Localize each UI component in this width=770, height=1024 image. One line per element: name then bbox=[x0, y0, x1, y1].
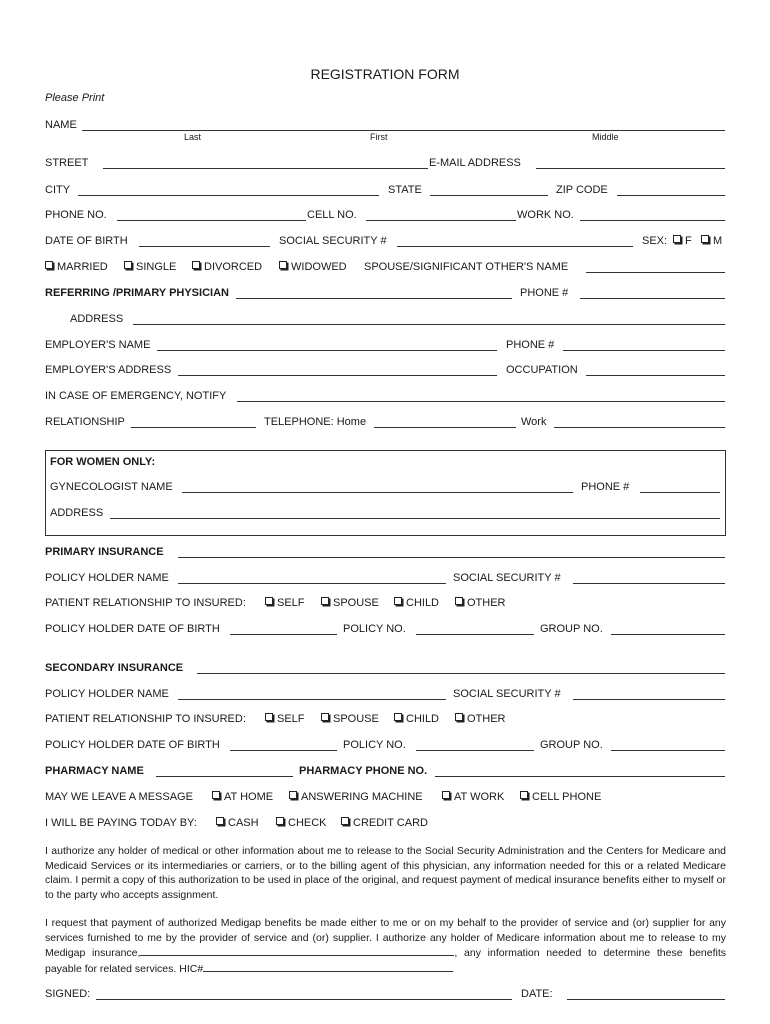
state-label: STATE bbox=[388, 184, 422, 196]
sex-male-checkbox[interactable] bbox=[701, 235, 722, 248]
medigap-text-1: I request that payment of authorized Medigap benefits be made either to me or on my behalf to the provider of service and (or) supplier for any services furnished to me by the provider of service and (or) supplier. I authorize any holder of Medicare information about me to release to my Medigap insurance, bbox=[45, 917, 726, 959]
primary-policy-field[interactable] bbox=[416, 634, 534, 635]
email-label: E-MAIL ADDRESS bbox=[429, 157, 521, 169]
primary-other-checkbox[interactable] bbox=[455, 597, 506, 610]
gynecologist-phone-field[interactable] bbox=[640, 492, 720, 493]
emergency-field[interactable] bbox=[237, 401, 725, 402]
sex-female-checkbox[interactable] bbox=[673, 235, 692, 248]
payment-cash-checkbox[interactable] bbox=[216, 817, 259, 830]
street-label: STREET bbox=[45, 157, 89, 169]
checkbox-icon bbox=[673, 235, 681, 243]
married-label: MARRIED bbox=[57, 261, 108, 273]
emergency-label: IN CASE OF EMERGENCY, NOTIFY bbox=[45, 390, 227, 402]
primary-dob-label: POLICY HOLDER DATE OF BIRTH bbox=[45, 623, 220, 635]
secondary-spouse-checkbox[interactable] bbox=[321, 713, 379, 726]
message-work-checkbox[interactable] bbox=[442, 791, 504, 804]
checkbox-icon bbox=[265, 713, 273, 721]
divorced-label: DIVORCED bbox=[204, 261, 263, 273]
message-cell-label: CELL PHONE bbox=[532, 791, 602, 803]
sex-label: SEX: bbox=[642, 235, 668, 247]
checkbox-icon bbox=[279, 261, 287, 269]
single-label: SINGLE bbox=[136, 261, 177, 273]
ssn-label: SOCIAL SECURITY # bbox=[279, 235, 387, 247]
secondary-group-field[interactable] bbox=[611, 750, 725, 751]
single-checkbox[interactable] bbox=[124, 261, 176, 274]
ssn-field[interactable] bbox=[397, 246, 633, 247]
primary-self-checkbox[interactable] bbox=[265, 597, 305, 610]
relationship-label: RELATIONSHIP bbox=[45, 416, 125, 428]
payment-credit-card-label: CREDIT CARD bbox=[353, 817, 428, 829]
zip-label: ZIP CODE bbox=[556, 184, 608, 196]
primary-holder-label: POLICY HOLDER NAME bbox=[45, 572, 169, 584]
checkbox-icon bbox=[394, 597, 402, 605]
gynecologist-address-field[interactable] bbox=[110, 518, 720, 519]
phone-field[interactable] bbox=[117, 220, 306, 221]
physician-address-label: ADDRESS bbox=[70, 313, 124, 325]
dob-field[interactable] bbox=[139, 246, 270, 247]
divorced-checkbox[interactable] bbox=[192, 261, 262, 274]
first-name-caption: First bbox=[370, 132, 388, 142]
secondary-self-label: SELF bbox=[277, 713, 305, 725]
checkbox-icon bbox=[394, 713, 402, 721]
primary-group-label: GROUP NO. bbox=[540, 623, 603, 635]
pharmacy-name-label: PHARMACY NAME bbox=[45, 765, 144, 777]
married-checkbox[interactable] bbox=[45, 261, 108, 274]
physician-phone-label: PHONE # bbox=[520, 287, 569, 299]
primary-group-field[interactable] bbox=[611, 634, 725, 635]
zip-field[interactable] bbox=[617, 195, 725, 196]
secondary-policy-field[interactable] bbox=[416, 750, 534, 751]
emergency-home-phone-field[interactable] bbox=[374, 427, 516, 428]
widowed-checkbox[interactable] bbox=[279, 261, 347, 274]
emergency-home-phone-label: TELEPHONE: Home bbox=[264, 416, 367, 428]
employer-name-field[interactable] bbox=[157, 350, 497, 351]
authorization-paragraph-2 bbox=[45, 916, 726, 976]
secondary-holder-field[interactable] bbox=[178, 699, 446, 700]
medigap-insurance-field[interactable] bbox=[140, 945, 454, 956]
message-machine-label: ANSWERING MACHINE bbox=[301, 791, 423, 803]
women-only-heading: FOR WOMEN ONLY: bbox=[50, 456, 156, 468]
occupation-label: OCCUPATION bbox=[506, 364, 578, 376]
checkbox-icon bbox=[520, 791, 528, 799]
checkbox-icon bbox=[124, 261, 132, 269]
secondary-other-label: OTHER bbox=[467, 713, 506, 725]
checkbox-icon bbox=[276, 817, 284, 825]
signature-field[interactable] bbox=[96, 999, 512, 1000]
cell-label: CELL NO. bbox=[307, 209, 357, 221]
checkbox-icon bbox=[192, 261, 200, 269]
employer-phone-label: PHONE # bbox=[506, 339, 555, 351]
checkbox-icon bbox=[45, 261, 53, 269]
secondary-child-label: CHILD bbox=[406, 713, 440, 725]
primary-ssn-label: SOCIAL SECURITY # bbox=[453, 572, 561, 584]
checkbox-icon bbox=[455, 713, 463, 721]
employer-name-label: EMPLOYER'S NAME bbox=[45, 339, 151, 351]
payment-check-label: CHECK bbox=[288, 817, 327, 829]
primary-insurance-heading: PRIMARY INSURANCE bbox=[45, 546, 164, 558]
secondary-self-checkbox[interactable] bbox=[265, 713, 305, 726]
relationship-field[interactable] bbox=[131, 427, 256, 428]
message-machine-checkbox[interactable] bbox=[289, 791, 423, 804]
secondary-relationship-label: PATIENT RELATIONSHIP TO INSURED: bbox=[45, 713, 246, 725]
phone-label: PHONE NO. bbox=[45, 209, 107, 221]
authorization-paragraph-1: I authorize any holder of medical or other information about me to release to the Social Security Administration and the Centers for Medicare and Medicaid Services or its intermediaries or carriers, or to the billing agent of this physician, any information needed for this or a related Medicare claim. I permit a copy of this authorization to be used in place of the original, and request payment of medical insurance benefits either to myself or to the party who accepts assignment. bbox=[45, 845, 726, 901]
name-label: NAME bbox=[45, 119, 77, 131]
primary-spouse-checkbox[interactable] bbox=[321, 597, 379, 610]
secondary-insurance-field[interactable] bbox=[197, 673, 725, 674]
secondary-insurance-heading: SECONDARY INSURANCE bbox=[45, 662, 184, 674]
message-home-label: AT HOME bbox=[224, 791, 274, 803]
primary-policy-label: POLICY NO. bbox=[343, 623, 406, 635]
physician-address-field[interactable] bbox=[133, 324, 725, 325]
message-home-checkbox[interactable] bbox=[212, 791, 273, 804]
instructions: Please Print bbox=[45, 92, 105, 104]
employer-address-field[interactable] bbox=[178, 375, 497, 376]
pharmacy-phone-label: PHARMACY PHONE NO. bbox=[299, 765, 428, 777]
primary-ssn-field[interactable] bbox=[573, 583, 725, 584]
physician-label: REFERRING /PRIMARY PHYSICIAN bbox=[45, 287, 229, 299]
pharmacy-name-field[interactable] bbox=[156, 776, 293, 777]
city-field[interactable] bbox=[78, 195, 379, 196]
primary-holder-field[interactable] bbox=[178, 583, 446, 584]
gynecologist-phone-label: PHONE # bbox=[581, 481, 630, 493]
gynecologist-label: GYNECOLOGIST NAME bbox=[50, 481, 173, 493]
gynecologist-field[interactable] bbox=[182, 492, 573, 493]
page-title: REGISTRATION FORM bbox=[310, 66, 460, 82]
primary-self-label: SELF bbox=[277, 597, 305, 609]
primary-other-label: OTHER bbox=[467, 597, 506, 609]
payment-check-checkbox[interactable] bbox=[276, 817, 327, 830]
emergency-work-phone-label: Work bbox=[521, 416, 547, 428]
employer-phone-field[interactable] bbox=[563, 350, 725, 351]
payment-credit-card-checkbox[interactable] bbox=[341, 817, 428, 830]
checkbox-icon bbox=[212, 791, 220, 799]
message-label: MAY WE LEAVE A MESSAGE bbox=[45, 791, 193, 803]
date-field[interactable] bbox=[567, 999, 725, 1000]
name-field[interactable] bbox=[82, 130, 725, 131]
primary-child-checkbox[interactable] bbox=[394, 597, 439, 610]
checkbox-icon bbox=[442, 791, 450, 799]
physician-field[interactable] bbox=[236, 298, 512, 299]
hic-field[interactable] bbox=[203, 961, 453, 972]
primary-dob-field[interactable] bbox=[230, 634, 337, 635]
checkbox-icon bbox=[265, 597, 273, 605]
city-label: CITY bbox=[45, 184, 71, 196]
street-field[interactable] bbox=[103, 168, 428, 169]
primary-insurance-field[interactable] bbox=[178, 557, 725, 558]
payment-label: I WILL BE PAYING TODAY BY: bbox=[45, 817, 197, 829]
checkbox-icon bbox=[216, 817, 224, 825]
secondary-dob-label: POLICY HOLDER DATE OF BIRTH bbox=[45, 739, 220, 751]
secondary-child-checkbox[interactable] bbox=[394, 713, 439, 726]
checkbox-icon bbox=[341, 817, 349, 825]
primary-spouse-label: SPOUSE bbox=[333, 597, 379, 609]
secondary-dob-field[interactable] bbox=[230, 750, 337, 751]
email-field[interactable] bbox=[536, 168, 725, 169]
checkbox-icon bbox=[701, 235, 709, 243]
signed-label: SIGNED: bbox=[45, 988, 91, 1000]
spouse-label: SPOUSE/SIGNIFICANT OTHER'S NAME bbox=[364, 261, 569, 273]
checkbox-icon bbox=[321, 713, 329, 721]
primary-relationship-label: PATIENT RELATIONSHIP TO INSURED: bbox=[45, 597, 246, 609]
checkbox-icon bbox=[455, 597, 463, 605]
middle-name-caption: Middle bbox=[592, 132, 619, 142]
medigap-text-2: , any information needed to determine these benefits payable for related services. HIC# bbox=[45, 947, 727, 975]
emergency-work-phone-field[interactable] bbox=[554, 427, 725, 428]
checkbox-icon bbox=[321, 597, 329, 605]
message-work-label: AT WORK bbox=[454, 791, 505, 803]
secondary-ssn-field[interactable] bbox=[573, 699, 725, 700]
primary-child-label: CHILD bbox=[406, 597, 440, 609]
secondary-group-label: GROUP NO. bbox=[540, 739, 603, 751]
last-name-caption: Last bbox=[184, 132, 202, 142]
gynecologist-address-label: ADDRESS bbox=[50, 507, 104, 519]
secondary-spouse-label: SPOUSE bbox=[333, 713, 379, 725]
work-phone-field[interactable] bbox=[580, 220, 725, 221]
sex-male-label: M bbox=[713, 235, 723, 247]
message-cell-checkbox[interactable] bbox=[520, 791, 601, 804]
checkbox-icon bbox=[289, 791, 297, 799]
employer-address-label: EMPLOYER'S ADDRESS bbox=[45, 364, 172, 376]
spouse-field[interactable] bbox=[586, 272, 725, 273]
secondary-other-checkbox[interactable] bbox=[455, 713, 506, 726]
state-field[interactable] bbox=[430, 195, 548, 196]
physician-phone-field[interactable] bbox=[580, 298, 725, 299]
dob-label: DATE OF BIRTH bbox=[45, 235, 128, 247]
sex-female-label: F bbox=[685, 235, 692, 247]
cell-field[interactable] bbox=[366, 220, 516, 221]
pharmacy-phone-field[interactable] bbox=[435, 776, 725, 777]
secondary-ssn-label: SOCIAL SECURITY # bbox=[453, 688, 561, 700]
secondary-policy-label: POLICY NO. bbox=[343, 739, 406, 751]
occupation-field[interactable] bbox=[586, 375, 725, 376]
date-label: DATE: bbox=[521, 988, 553, 1000]
secondary-holder-label: POLICY HOLDER NAME bbox=[45, 688, 169, 700]
widowed-label: WIDOWED bbox=[291, 261, 347, 273]
work-phone-label: WORK NO. bbox=[517, 209, 574, 221]
payment-cash-label: CASH bbox=[228, 817, 259, 829]
